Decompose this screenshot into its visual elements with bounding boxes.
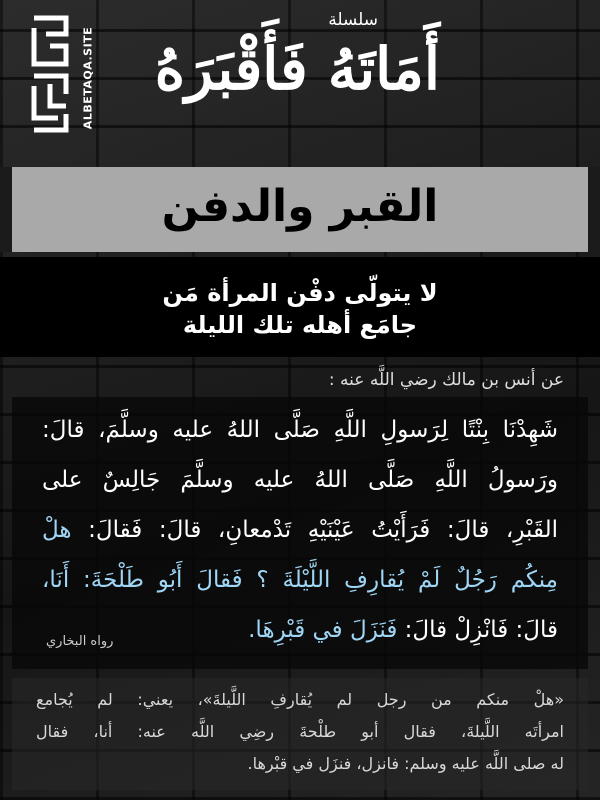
logo-site-text: ALBETAQA.SITE bbox=[81, 26, 95, 130]
hadith-line-5-highlight: فَنَزَلَ في قَبْرِهَا. bbox=[248, 617, 398, 643]
hadith-heading bbox=[0, 257, 600, 357]
hadith-line-5 bbox=[248, 619, 558, 642]
hadith-line-1: شَهِدْنَا بِنْتًا لِرَسولِ اللَّهِ صَلَّى اللهُ عليه وسلَّمَ، قالَ: bbox=[42, 417, 558, 443]
series-label: سلسلة bbox=[328, 10, 378, 30]
hadith-line-3-highlight: هلْ bbox=[42, 517, 72, 543]
albetaqa-logo-icon bbox=[30, 14, 70, 134]
explanation-box bbox=[12, 678, 588, 790]
hadith-heading-line-2: جامَع أهله تلك الليلة bbox=[182, 311, 418, 339]
explanation-line-3: له صلى اللَّه عليه وسلم: فانزل، فنزَل في قبْرها. bbox=[247, 754, 564, 773]
hadith-line-2: ورَسولُ اللَّهِ صَلَّى اللهُ عليه وسلَّمَ جَالِسٌ على bbox=[42, 467, 558, 493]
hadith-line-3 bbox=[42, 519, 558, 542]
hadith-line-3-text: القَبْرِ، قالَ: فَرَأَيْتُ عَيْنَيْهِ تَدْمعانِ، قالَ: فَقالَ: bbox=[88, 517, 559, 543]
hadith-line-5-text: قالَ: فَانْزِلْ قالَ: bbox=[404, 617, 558, 643]
page-title: أَمَاتَهُ فَأَقْبَرَهُ bbox=[154, 35, 440, 103]
explanation-line-1: «هلْ منكم من رجل لم يُقارفِ اللَّيلةَ»، يعني: لم يُجامع bbox=[36, 690, 564, 709]
banner bbox=[0, 167, 600, 252]
narrator-text: عن أنس بن مالك رضي اللَّه عنه : bbox=[328, 370, 564, 390]
banner-title: القبر والدفن bbox=[161, 181, 439, 232]
hadith-line-4: مِنكُم رَجُلٌ لَمْ يُقارِفِ اللَّيْلَةَ ؟ فَقالَ أَبُو طَلْحَةَ: أَنَا، bbox=[42, 567, 558, 593]
source-citation: رواه البخاري bbox=[46, 634, 114, 649]
hadith-text-box bbox=[12, 397, 588, 669]
hadith-heading-line-1: لا يتولّى دفْن المرأة مَن bbox=[162, 279, 438, 307]
explanation-line-2: امرأتَه اللَّيلةَ، فقال أبو طلْحةَ رضِي اللَّه عنه: أنا، فقال bbox=[36, 722, 564, 741]
